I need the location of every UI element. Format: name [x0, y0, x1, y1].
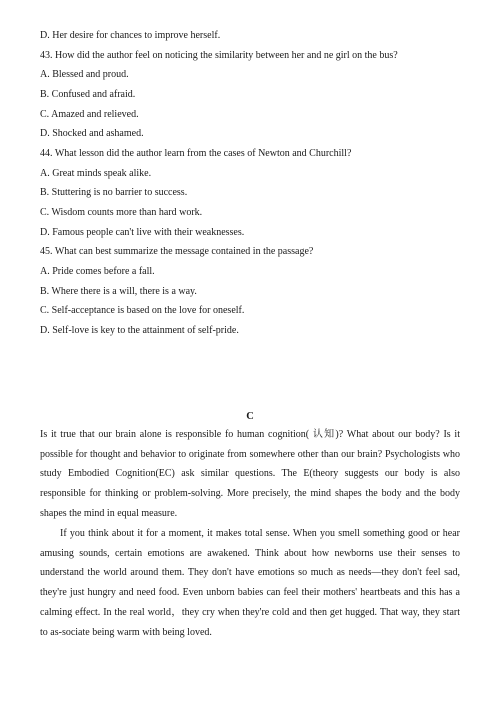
q43-option-a: A. Blessed and proud. — [40, 69, 129, 80]
q45-option-c: C. Self-acceptance is based on the love for oneself. — [40, 305, 245, 316]
q44-option-a: A. Great minds speak alike. — [40, 168, 152, 179]
q44-stem: 44. What lesson did the author learn from the cases of Newton and Churchill? — [40, 148, 352, 159]
q44-option-b: B. Stuttering is no barrier to success. — [40, 187, 188, 198]
q44-option-c: C. Wisdom counts more than hard work. — [40, 207, 203, 218]
section-title: C — [246, 411, 254, 422]
q43-option-b: B. Confused and afraid. — [40, 89, 136, 100]
q45-stem: 45. What can best summarize the message contained in the passage? — [40, 246, 314, 257]
q45-option-b: B. Where there is a will, there is a way. — [40, 286, 197, 297]
q43-option-c: C. Amazed and relieved. — [40, 109, 139, 120]
passage-paragraph-1: Is it true that our brain alone is responsible fo human cognition( 认知)? What about our body? Is it possible for thought and behavior to originate from somewhere other than our brain? Psychologists who study Embodied Cognition(EC) ask similar questions. The E(theory suggests our body is also responsible for thinking or problem-solving. More precisely, the mind shapes the body and the body shapes the mind in equal measure. — [40, 429, 460, 519]
q45-option-a: A. Pride comes before a fall. — [40, 266, 155, 277]
q45-option-d: D. Self-love is key to the attainment of self-pride. — [40, 325, 239, 336]
q42-option-d: D. Her desire for chances to improve herself. — [40, 30, 221, 41]
q43-option-d: D. Shocked and ashamed. — [40, 128, 144, 139]
passage-paragraph-2: If you think about it for a moment, it makes total sense. When you smell something good or hear amusing sounds, certain emotions are awakened. Think about how newborns use their senses to understand the world around them. They don't have emotions so much as needs—they don't feel sad, they're just hungry and need food. Even unborn babies can feel their mothers' heartbeats and this has a calming effect. In the real world，they cry when they're cold and then get hugged. That way, they start to as-sociate being warm with being loved. — [40, 528, 460, 638]
q44-option-d: D. Famous people can't live with their weaknesses. — [40, 227, 245, 238]
q43-stem: 43. How did the author feel on noticing the similarity between her and ne girl on the bus? — [40, 50, 398, 61]
